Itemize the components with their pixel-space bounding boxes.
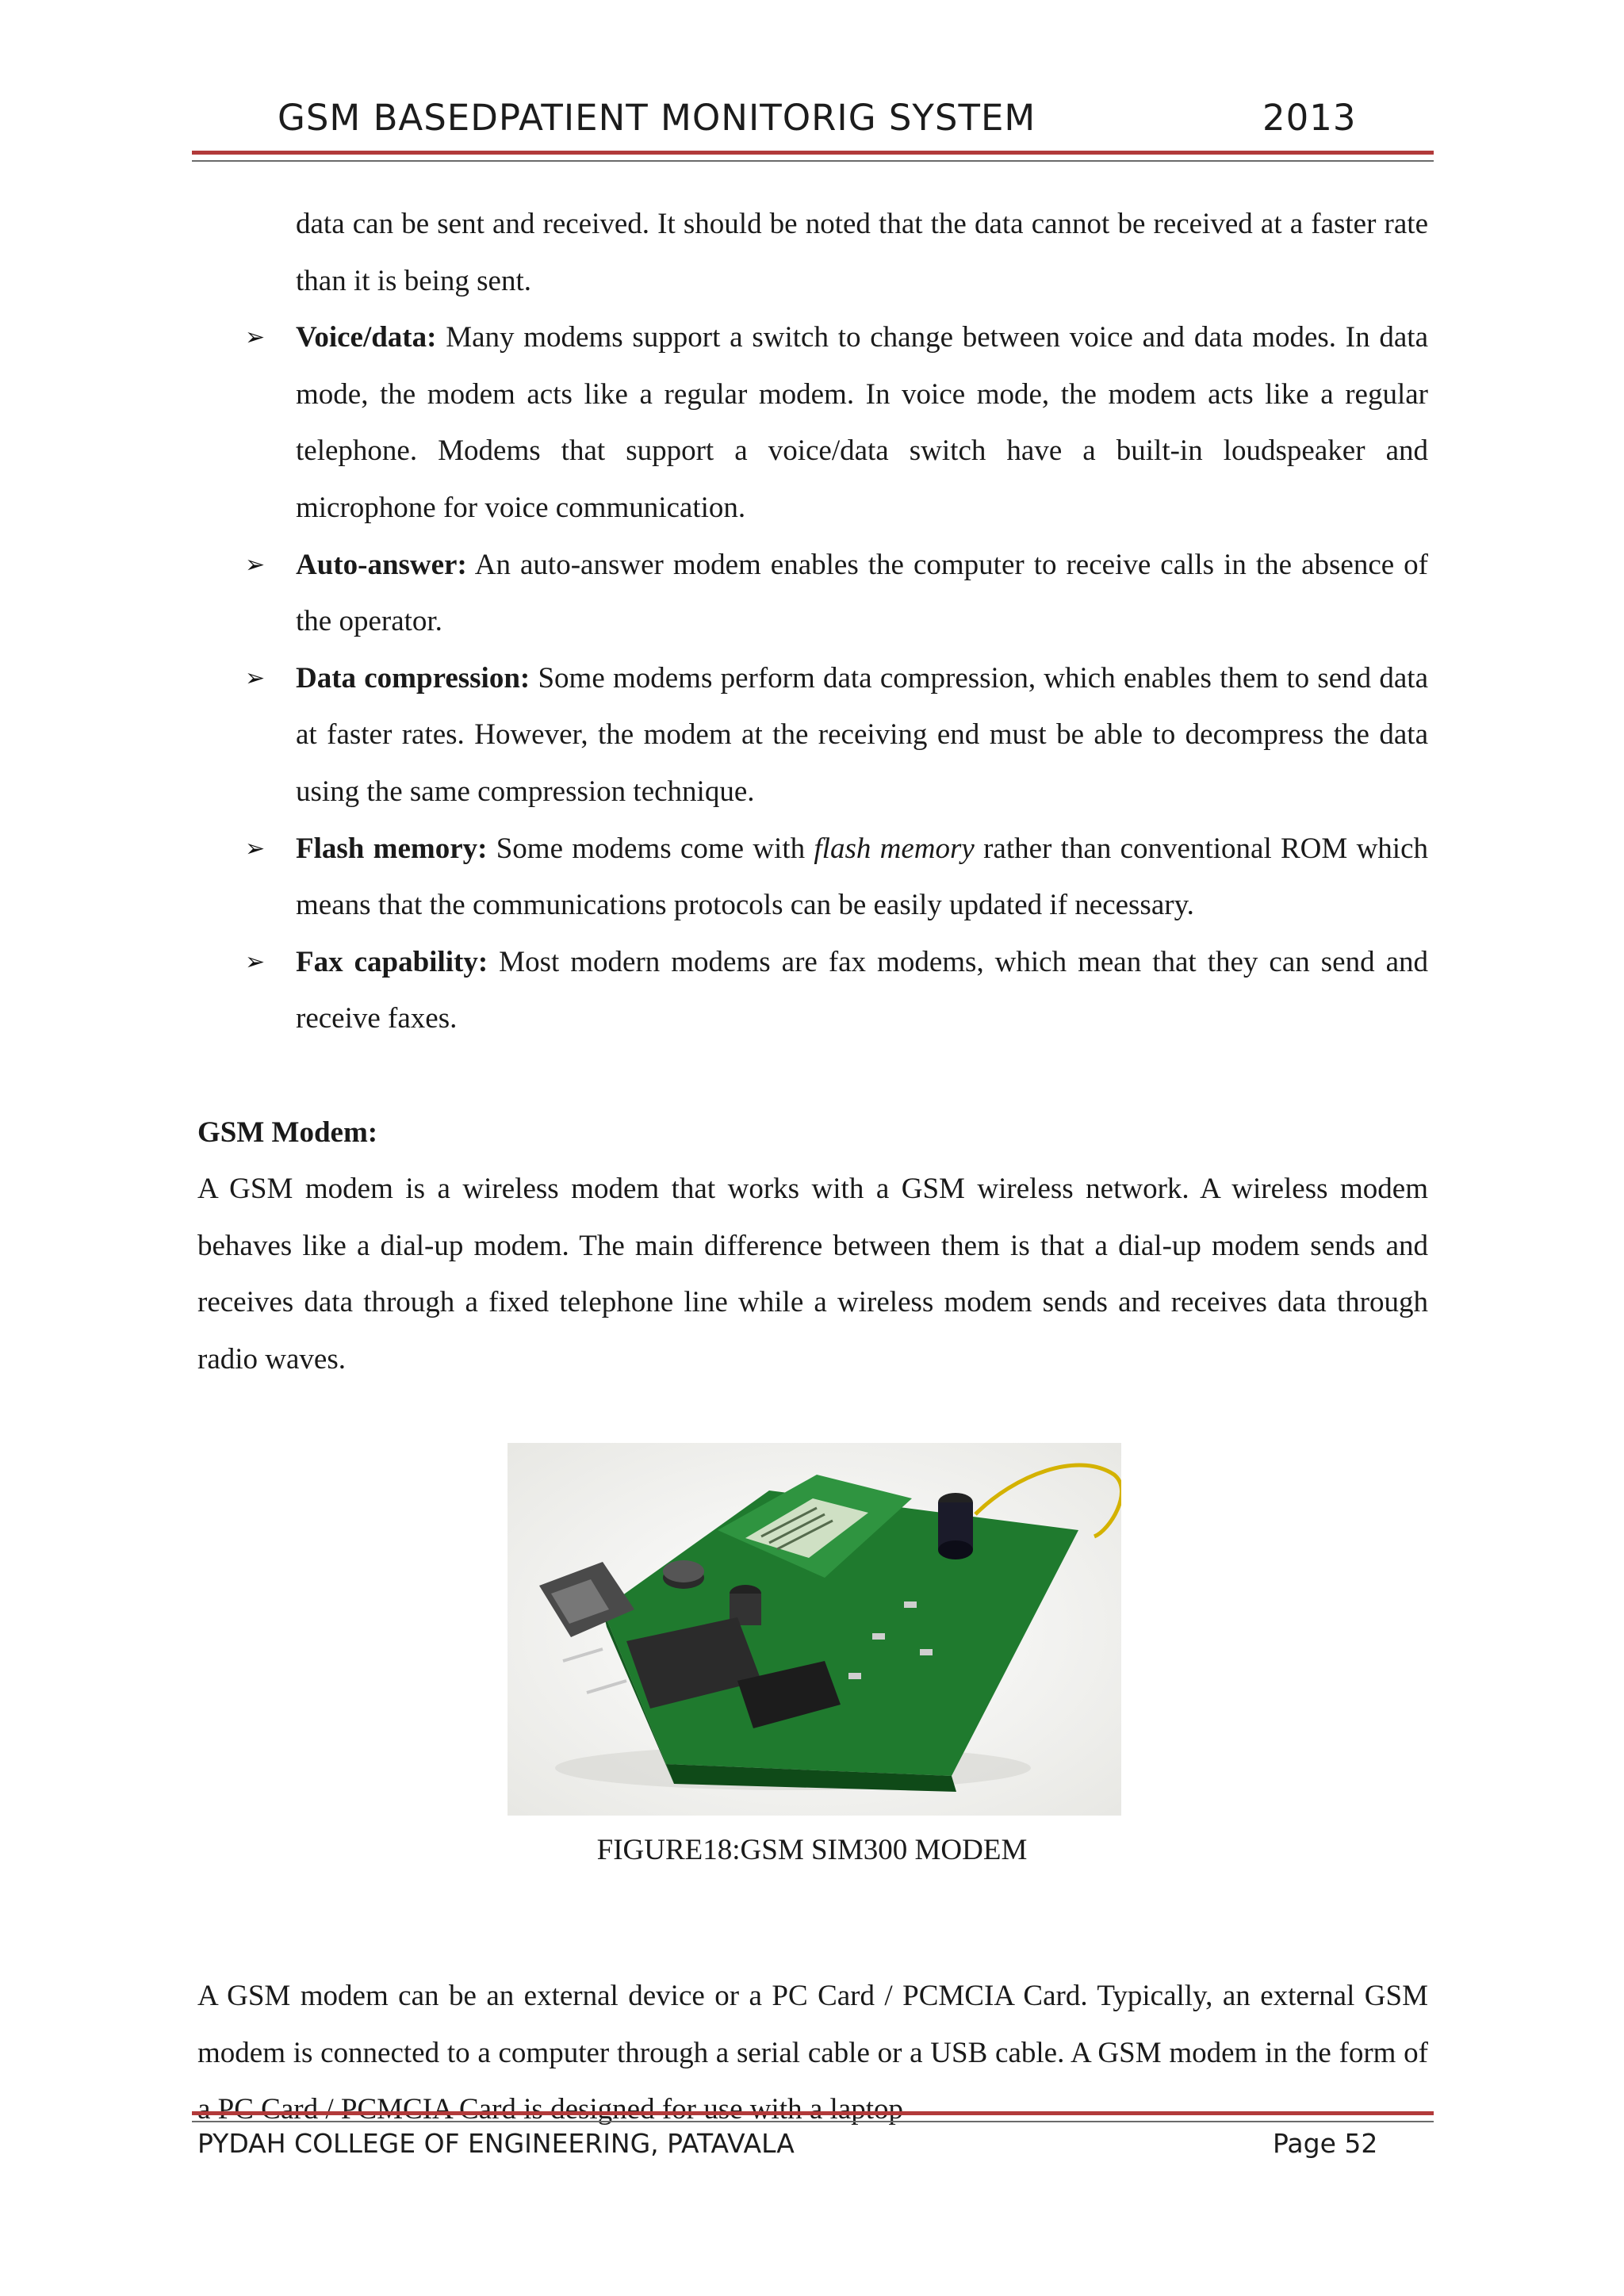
- header-year: 2013: [1262, 97, 1357, 139]
- list-item-text: An auto-answer modem enables the computer to receive calls in the absence of the operator.: [296, 548, 1428, 638]
- list-item-term: Auto-answer:: [296, 548, 467, 581]
- feature-list: [197, 309, 1428, 1047]
- section-paragraph: A GSM modem is a wireless modem that works with a GSM wireless network. A wireless modem behaves like a dial-up modem. The main difference between them is that a dial-up modem sends and receives data through a fixed telephone line while a wireless modem sends and receives data through radio waves.: [197, 1173, 1428, 1376]
- list-item-term: Data compression:: [296, 661, 530, 695]
- gsm-modem-photo: [508, 1443, 1121, 1816]
- figure-caption: FIGURE18:GSM SIM300 MODEM: [596, 1834, 1028, 1866]
- page-number: Page 52: [1273, 2128, 1378, 2159]
- body-text: [197, 196, 1428, 1387]
- header-rule: [192, 151, 1434, 162]
- list-item-text: Some modems perform data compression, which enables them to send data at faster rates. However, the modem at the receiving end must be able to decompress the data using the same compression technique.: [296, 661, 1428, 808]
- list-item: [197, 537, 1428, 650]
- arrow-bullet-icon: ➢: [245, 834, 266, 863]
- closing-paragraph: A GSM modem can be an external device or a PC Card / PCMCIA Card. Typically, an external GSM modem is connected to a computer through a serial cable or a USB cable. A GSM modem in the form of a PC Card / PCMCIA Card is designed for use with a laptop: [197, 1980, 1428, 2126]
- list-item-text: Most modern modems are fax modems, which mean that they can send and receive faxes.: [296, 945, 1428, 1035]
- arrow-bullet-icon: ➢: [245, 664, 266, 692]
- footer-college: PYDAH COLLEGE OF ENGINEERING, PATAVALA: [197, 2128, 795, 2159]
- section-heading: GSM Modem:: [197, 1115, 378, 1149]
- list-item-text: rather than conventional ROM which means that the communications protocols can be easily updated if necessary.: [296, 832, 1428, 922]
- list-item-text: Many modems support a switch to change between voice and data modes. In data mode, the modem acts like a regular modem. In voice mode, the modem acts like a regular telephone. Modems that support a voice/data switch have a built-in loudspeaker and microphone for voice communication.: [296, 321, 1428, 524]
- continuation-paragraph: data can be sent and received. It should be noted that the data cannot be received at a faster rate than it is being sent.: [296, 208, 1428, 297]
- list-item-italic: flash memory: [814, 832, 975, 865]
- list-item: [197, 309, 1428, 536]
- list-item: [197, 821, 1428, 934]
- arrow-bullet-icon: ➢: [245, 323, 266, 352]
- list-item-term: Flash memory:: [296, 832, 488, 865]
- list-item-term: Voice/data:: [296, 321, 437, 354]
- list-item-term: Fax capability:: [296, 945, 488, 978]
- header-title: GSM BASEDPATIENT MONITORIG SYSTEM: [278, 97, 1036, 139]
- list-item: [197, 934, 1428, 1047]
- list-item-text: Some modems come with: [487, 832, 814, 865]
- list-item: [197, 650, 1428, 821]
- footer-rule: [192, 2111, 1434, 2122]
- gsm-modem-board-illustration: [508, 1443, 1121, 1816]
- arrow-bullet-icon: ➢: [245, 550, 266, 579]
- arrow-bullet-icon: ➢: [245, 947, 266, 976]
